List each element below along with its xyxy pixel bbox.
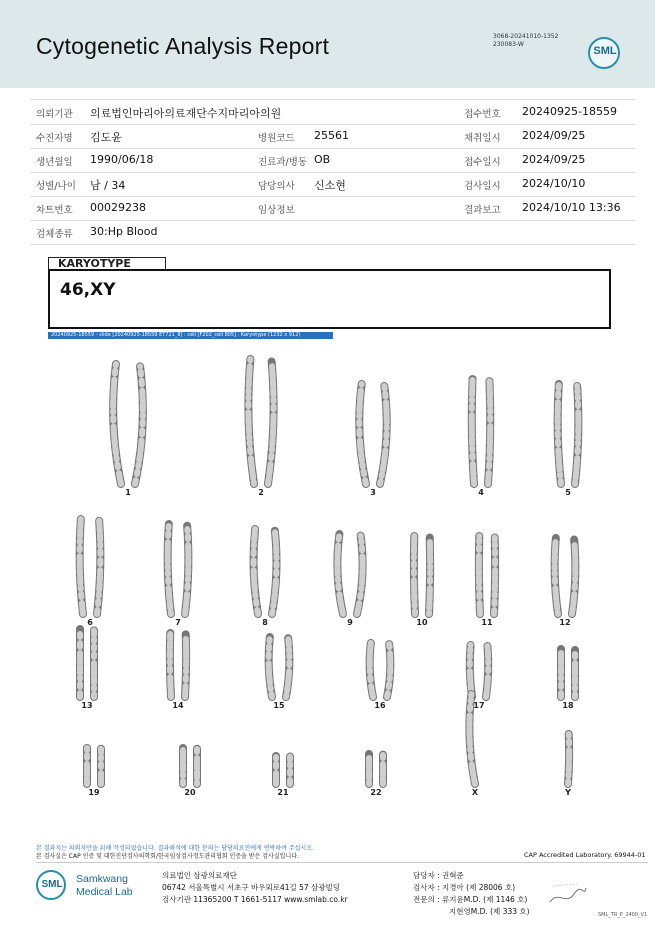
info-row bbox=[30, 196, 636, 221]
field-label: 병원코드 bbox=[258, 133, 295, 144]
chromosome-label: 2 bbox=[258, 488, 264, 497]
chromosome-pair-8 bbox=[254, 529, 277, 614]
chromosome-pair-22 bbox=[369, 754, 383, 784]
chromosome-label: 11 bbox=[481, 618, 493, 627]
footer-address-2: 06742 서울특별시 서초구 바우뫼로41길 57 삼광빌딩 bbox=[162, 883, 341, 892]
field-label: 채취일시 bbox=[464, 133, 501, 144]
staff-2: 검사자 : 지경아 (제 28006 호) bbox=[413, 883, 516, 892]
patient-value: 김도윤 bbox=[90, 131, 122, 144]
field-label: 차트번호 bbox=[36, 205, 73, 216]
receipt-date-value: 2024/09/25 bbox=[522, 153, 586, 166]
chromosome-pair-9 bbox=[337, 534, 362, 614]
form-code: SML_TR_P_2400_V1 bbox=[598, 912, 648, 918]
chromosome-pair-3 bbox=[359, 384, 387, 484]
chart-value: 00029238 bbox=[90, 201, 146, 214]
chromosome-pair-21 bbox=[276, 756, 290, 784]
chromosome-pair-14 bbox=[170, 633, 186, 697]
hospital-code-value: 25561 bbox=[314, 129, 349, 142]
field-label: 접수일시 bbox=[464, 157, 501, 168]
field-label: 검체종류 bbox=[36, 229, 73, 240]
chromosome-label: 8 bbox=[262, 618, 268, 627]
chromosome-pair-7 bbox=[168, 524, 189, 614]
report-value: 2024/10/10 13:36 bbox=[522, 201, 621, 214]
chromosome-label: 12 bbox=[559, 618, 571, 627]
birth-value: 1990/06/18 bbox=[90, 153, 154, 166]
chromosome-pair-15 bbox=[269, 637, 290, 697]
staff-1: 담당자 : 권혁준 bbox=[413, 871, 464, 880]
chromosome-pair-13 bbox=[80, 629, 94, 697]
report-title: Cytogenetic Analysis Report bbox=[36, 33, 330, 59]
chromosome-label: 10 bbox=[416, 618, 428, 627]
chromosome-label: 21 bbox=[277, 788, 289, 797]
field-label: 접수번호 bbox=[464, 109, 501, 120]
field-label: 검사일시 bbox=[464, 181, 501, 192]
chromosome-label: 5 bbox=[565, 488, 571, 497]
chromosome-label: 4 bbox=[478, 488, 484, 497]
info-row bbox=[30, 99, 636, 125]
chromosome-label: 13 bbox=[81, 701, 93, 710]
chromosome-pair-10 bbox=[414, 536, 430, 614]
chromosome-pair-19 bbox=[87, 748, 101, 784]
field-label: 의뢰기관 bbox=[36, 109, 73, 120]
chromosome-pair-16 bbox=[370, 643, 391, 697]
info-row bbox=[30, 148, 636, 173]
chromosome-label: 19 bbox=[88, 788, 100, 797]
chromosome-label: X bbox=[471, 788, 479, 797]
disclaimer-1: 본 결과지는 의뢰자만을 위해 작성되었습니다. 결과해석에 대한 문의는 담당의료진에게 연락하여 주십시오. bbox=[36, 845, 314, 852]
sml-footer-logo-text: SML bbox=[41, 879, 63, 890]
chromosome-pair-6 bbox=[80, 519, 101, 614]
report-code-1: 3068-20241010-1352 bbox=[493, 33, 559, 40]
chromosome-pair-12 bbox=[555, 538, 576, 614]
field-label: 담당의사 bbox=[258, 181, 295, 192]
karyotype-value: 46,XY bbox=[60, 280, 116, 300]
chromosome-label: Y bbox=[565, 788, 571, 797]
chromosome-pair-4 bbox=[472, 379, 491, 484]
chromosome-pair-20 bbox=[183, 748, 197, 784]
chromosome-pair-5 bbox=[558, 384, 579, 484]
info-row bbox=[30, 172, 636, 197]
chromosome-pair-18 bbox=[561, 649, 575, 697]
field-label: 성별/나이 bbox=[36, 181, 76, 192]
cap-accreditation: CAP Accredited Laboratory. 69944-01 bbox=[524, 851, 646, 859]
chromosome-label: 22 bbox=[370, 788, 382, 797]
field-label: 결과보고 bbox=[464, 205, 501, 216]
chromosome-label: 7 bbox=[175, 618, 181, 627]
dept-value: OB bbox=[314, 153, 331, 166]
staff-3: 전문의 : 류지윤M.D. (제 1146 호) bbox=[413, 895, 528, 904]
footer-divider bbox=[36, 862, 648, 863]
karyotype-title: KARYOTYPE bbox=[48, 257, 166, 269]
test-date-value: 2024/10/10 bbox=[522, 177, 586, 190]
institution-value: 의료법인마리아의료재단수지마리아의원 bbox=[90, 107, 282, 120]
chromosome-pair-17 bbox=[470, 645, 489, 697]
sml-logo-text: SML bbox=[593, 45, 617, 57]
footer-address-3: 검사기관 11365200 T 1661-5117 www.smlab.co.kr bbox=[162, 895, 348, 904]
lab-name-2: Medical Lab bbox=[76, 886, 133, 898]
field-label: 진료과/병동 bbox=[258, 157, 308, 168]
signature-icon bbox=[548, 880, 588, 910]
collect-date-value: 2024/09/25 bbox=[522, 129, 586, 142]
karyogram-image bbox=[40, 345, 620, 800]
staff-4: 지현영M.D. (제 333 호) bbox=[449, 907, 530, 916]
karyotype-result-box bbox=[48, 269, 611, 329]
report-header bbox=[0, 0, 655, 88]
specimen-value: 30:Hp Blood bbox=[90, 225, 158, 238]
chromosome-label: 16 bbox=[374, 701, 386, 710]
chromosome-pair-11 bbox=[479, 536, 495, 614]
chromosome-pair-1 bbox=[113, 364, 143, 484]
chromosome-label: 18 bbox=[562, 701, 574, 710]
chromosome-label: 3 bbox=[370, 488, 376, 497]
chromosome-label: 20 bbox=[184, 788, 196, 797]
doctor-value: 신소현 bbox=[314, 179, 346, 192]
chromosome-pair-Y bbox=[568, 734, 569, 784]
chromosome-label: 15 bbox=[273, 701, 285, 710]
field-label: 생년월일 bbox=[36, 157, 73, 168]
chromosome-label: 1 bbox=[125, 488, 131, 497]
field-label: 수진자명 bbox=[36, 133, 73, 144]
report-code-2: 230083-W bbox=[493, 41, 524, 48]
karyogram-caption: 20240925-18559 - slide [20240925-18559 ET721_8] : cell [F202_cell 805] : Karyotype (1232 x 912) bbox=[48, 332, 333, 339]
info-row bbox=[30, 124, 636, 149]
chromosome-label: 6 bbox=[87, 618, 93, 627]
field-label: 임상정보 bbox=[258, 205, 295, 216]
chromosome-label: 9 bbox=[347, 618, 353, 627]
info-row bbox=[30, 220, 636, 245]
disclaimer-2: 본 검사실은 CAP 인증 및 대한진단검사의학회/한국임상검사정도관리협회 인증을 받은 검사실입니다. bbox=[36, 853, 299, 860]
lab-name-1: Samkwang bbox=[76, 873, 128, 885]
chromosome-pair-2 bbox=[248, 359, 273, 484]
sex-age-value: 남 / 34 bbox=[90, 179, 126, 192]
footer-address-1: 의료법인 삼광의료재단 bbox=[162, 871, 237, 880]
chromosome-label: 14 bbox=[172, 701, 184, 710]
receipt-no-value: 20240925-18559 bbox=[522, 105, 617, 118]
chromosome-label: 17 bbox=[473, 701, 485, 710]
